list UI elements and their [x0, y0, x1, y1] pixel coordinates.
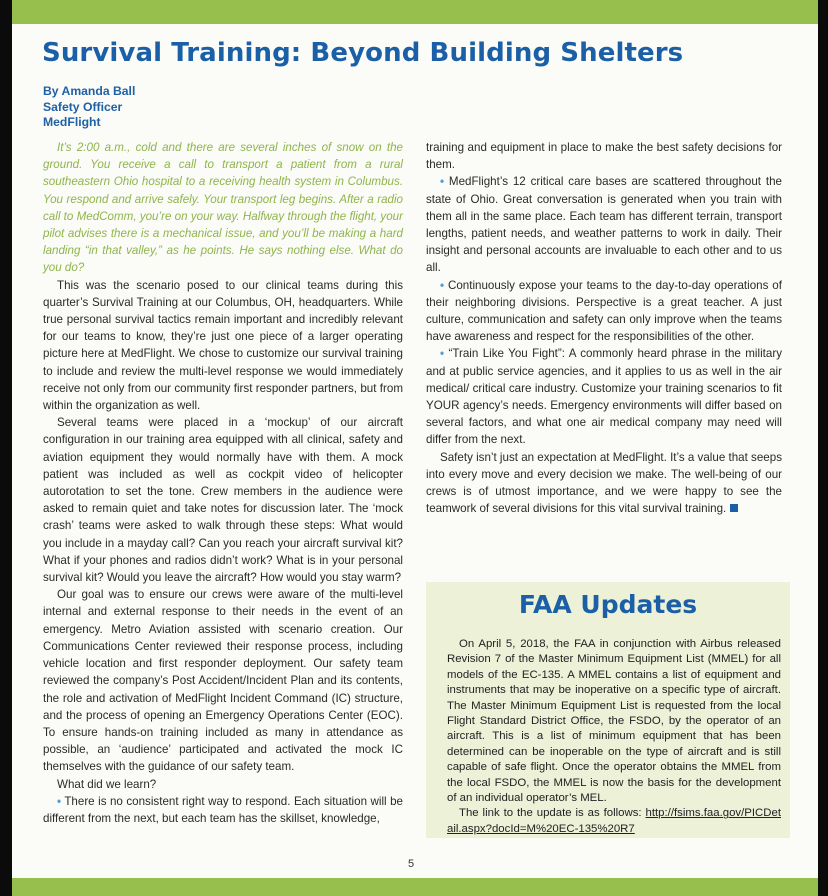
faa-link-intro: The link to the update is as follows: [459, 807, 646, 820]
magazine-page [12, 0, 818, 896]
article-column-left [43, 139, 403, 827]
faa-updates-box [426, 582, 790, 838]
bullet-text: Continuously expose your teams to the day-to-day operations of their neighboring divisions. Perspective is a great teacher. A just culture, communication and safety can only improve when the teams have awareness and respect for the responsibilities of the other. [426, 278, 782, 344]
end-of-article-icon [730, 504, 738, 512]
closing-text: Safety isn’t just an expectation at MedFlight. It’s a value that seeps into every move and every decision we make. The well-being of our crews is of utmost importance, and we were happy to see the teamwork of several divisions for this vital survival training. [426, 450, 782, 516]
article-paragraph: What did we learn? [57, 777, 157, 791]
bullet-text: There is no consistent right way to respond. Each situation will be different from the next, but each team has the skillset, knowledge, [43, 794, 404, 825]
article-paragraph: training and equipment in place to make the best safety decisions for them. [426, 141, 782, 172]
bullet-icon: • [440, 278, 445, 292]
faa-updates-text [447, 637, 781, 837]
faa-update-link[interactable]: http://fsims.faa.gov/PICDetail.aspx?docId=M%20EC-135%20R7 [447, 807, 781, 835]
author-role: Safety Officer [43, 99, 123, 114]
bottom-color-band [12, 878, 818, 896]
bullet-paragraph [426, 345, 782, 448]
bullet-icon: • [57, 794, 62, 808]
article-title: Survival Training: Beyond Building Shelters [42, 38, 684, 68]
bullet-text: “Train Like You Fight”: A commonly heard phrase in the military and at public service agencies, and it applies to us as well in the air medical/ critical care industry. Customize your training scenarios to fit YOUR agency’s needs. Emergency environments will differ based on several factors, and what one air medical company may need will differ from the next. [426, 347, 782, 447]
article-column-right [426, 139, 782, 517]
article-paragraph: Several teams were placed in a ‘mockup’ of our aircraft configuration in our training area equipped with all clinical, safety and aviation equipment they would normally have with them. A mock patient was included as well as cockpit video of helicopter autorotation to set the tone. Crew members in the audience were asked to remain quiet and take notes for discussion later. The ‘mock crash’ teams were asked to walk through these steps: What would you include in a mayday call? Can you reach your aircraft survival kit? What if your phones and radios didn’t work? What is in your personal survival kit? Would you leave the aircraft? How would you stay warm? [43, 416, 403, 585]
bullet-icon: • [440, 175, 445, 189]
top-color-band [12, 0, 818, 24]
author-organization: MedFlight [43, 115, 101, 129]
page-number: 5 [408, 858, 415, 870]
bullet-paragraph [426, 173, 782, 276]
bullet-icon: • [440, 347, 445, 361]
bullet-paragraph [426, 277, 782, 346]
faa-updates-title: FAA Updates [518, 590, 698, 619]
faa-link-paragraph [447, 806, 781, 837]
intro-scenario: It’s 2:00 a.m., cold and there are several inches of snow on the ground. You receive a call to transport a patient from a rural southeastern Ohio hospital to a receiving health system in Columbus. You respond and arrive safely. Your transport leg begins. After a radio call to MedComm, you’re on your way. Halfway through the flight, your pilot advises there is a mechanical issue, and you’ll be making a hard landing “in that valley,” as he points. He says nothing else. What do you do? [43, 141, 403, 275]
article-paragraph: Our goal was to ensure our crews were aware of the multi-level internal and external response to their needs in the event of an emergency. Metro Aviation assisted with scenario creation. Our Communications Center reviewed their response process, including vehicle location and first responder deployment. Our safety team reviewed the company’s Post Accident/Incident Plan and its contents, the role and activation of MedFlight Incident Command (IC) structure, and the process of opening an Emergency Operations Center (EOC). To ensure hands-on training included as many in attendance as possible, an ‘audience’ participated and activated the mock IC themselves with the guidance of our safety team. [43, 588, 403, 774]
bullet-text: MedFlight’s 12 critical care bases are scattered throughout the state of Ohio. Great conversation is generated when you train with them all in the same place. Each team has different terrain, transport lengths, patient needs, and weather patterns to work in daily. Their insight and personal accounts are invaluable to each other and to us all. [426, 175, 782, 275]
byline [43, 84, 135, 131]
author-name: By Amanda Ball [43, 84, 136, 98]
article-paragraph: This was the scenario posed to our clinical teams during this quarter’s Survival Training at our Columbus, OH, headquarters. While true personal survival tactics remain important and incredibly relevant for our teams to know, they’re just one piece of a larger operating picture here at MedFlight. We chose to customize our survival training to include and review the multi-level response we would immediately receive not only from our community first responder partners, but from within the organization as well. [43, 278, 403, 413]
faa-updates-body: On April 5, 2018, the FAA in conjunction with Airbus released Revision 7 of the Master Minimum Equipment List (MMEL) for all models of the EC-135. A MMEL contains a list of equipment and instruments that may be inoperative on a specific type of aircraft. The Master Minimum Equipment List is requested from the local Flight Standard District Office, the FSDO, by the operator of an aircraft. This is a list of minimum equipment that has been determined can be inoperable on the type of aircraft and is still capable of safe flight. Once the operator obtains the MMEL from the local FSDO, the MMEL is now the basis for the development of an individual operator’s MEL. [447, 638, 781, 805]
bullet-paragraph [43, 793, 403, 827]
article-paragraph [426, 449, 782, 518]
